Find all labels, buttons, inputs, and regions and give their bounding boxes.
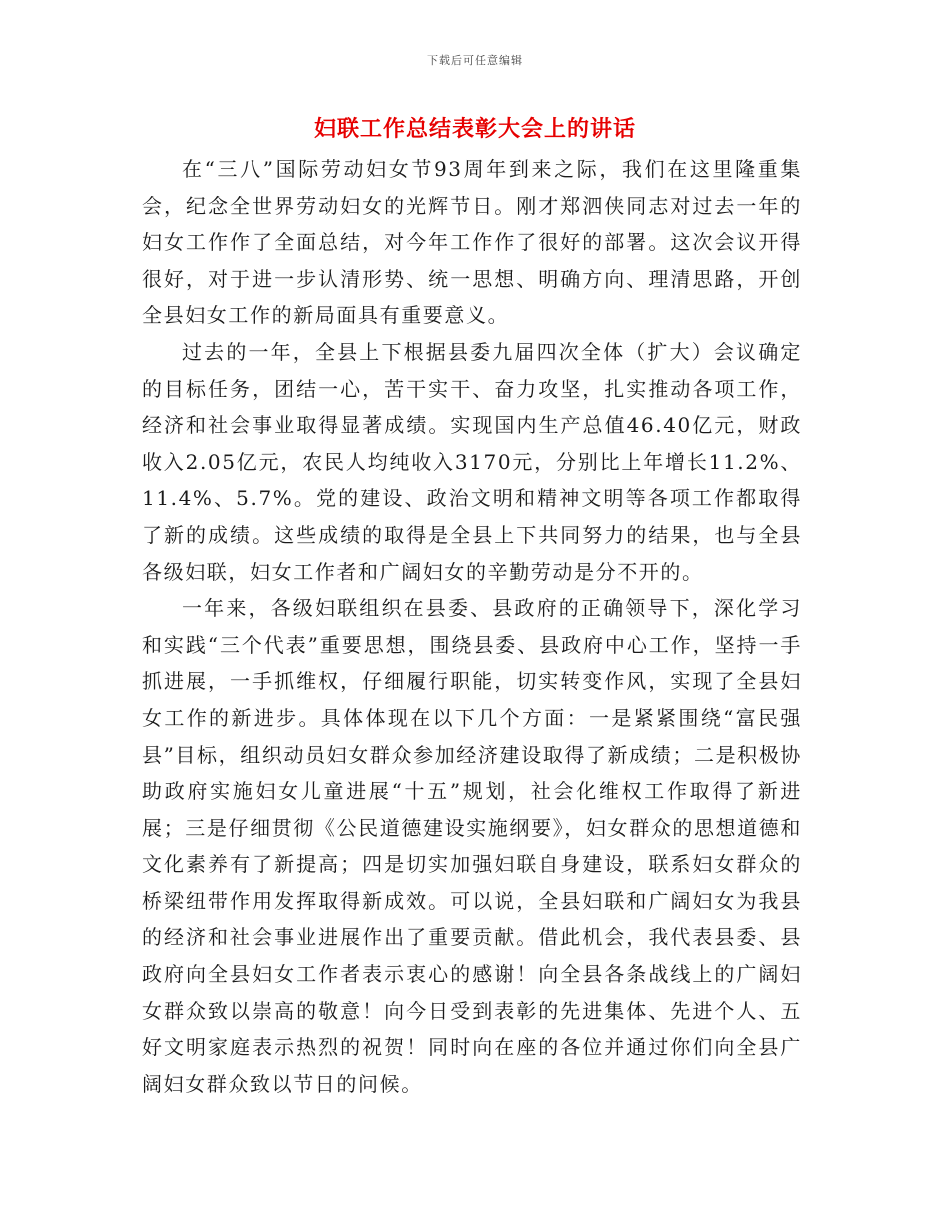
header-note: 下载后可任意编辑 <box>427 54 523 67</box>
paragraph-3: 一年来，各级妇联组织在县委、县政府的正确领导下，深化学习和实践“三个代表”重要思想，围绕县委、县政府中心工作，坚持一手抓进展，一手抓维权，仔细履行职能，切实转变作风，实现了全县妇女工作的新进步。具体体现在以下几个方面：一是紧紧围绕“富民强县”目标，组织动员妇女群众参加经济建设取得了新成绩；二是积极协助政府实施妇女儿童进展“十五”规划，社会化维权工作取得了新进展；三是仔细贯彻《公民道德建设实施纲要》，妇女群众的思想道德和文化素养有了新提高；四是切实加强妇联自身建设，联系妇女群众的桥梁纽带作用发挥取得新成效。可以说，全县妇联和广阔妇女为我县的经济和社会事业进展作出了重要贡献。借此机会，我代表县委、县政府向全县妇女工作者表示衷心的感谢！向全县各条战线上的广阔妇女群众致以崇高的敬意！向今日受到表彰的先进集体、先进个人、五好文明家庭表示热烈的祝贺！同时向在座的各位并通过你们向全县广阔妇女群众致以节日的问候。 <box>142 596 802 1096</box>
document-body <box>142 151 802 1102</box>
paragraph-2: 过去的一年，全县上下根据县委九届四次全体（扩大）会议确定的目标任务，团结一心，苦干实干、奋力攻坚，扎实推动各项工作，经济和社会事业取得显著成绩。实现国内生产总值46.40亿元，财政收入2.05亿元，农民人均纯收入3170元，分别比上年增长11.2%、11.4%、5.7%。党的建设、政治文明和精神文明等各项工作都取得了新的成绩。这些成绩的取得是全县上下共同努力的结果，也与全县各级妇联，妇女工作者和广阔妇女的辛勤劳动是分不开的。 <box>142 339 802 584</box>
paragraph-1: 在“三八”国际劳动妇女节93周年到来之际，我们在这里隆重集会，纪念全世界劳动妇女的光辉节日。刚才郑泗侠同志对过去一年的妇女工作作了全面总结，对今年工作作了很好的部署。这次会议开得很好，对于进一步认清形势、统一思想、明确方向、理清思路，开创全县妇女工作的新局面具有重要意义。 <box>142 157 802 328</box>
document-title: 妇联工作总结表彰大会上的讲话 <box>313 116 636 142</box>
